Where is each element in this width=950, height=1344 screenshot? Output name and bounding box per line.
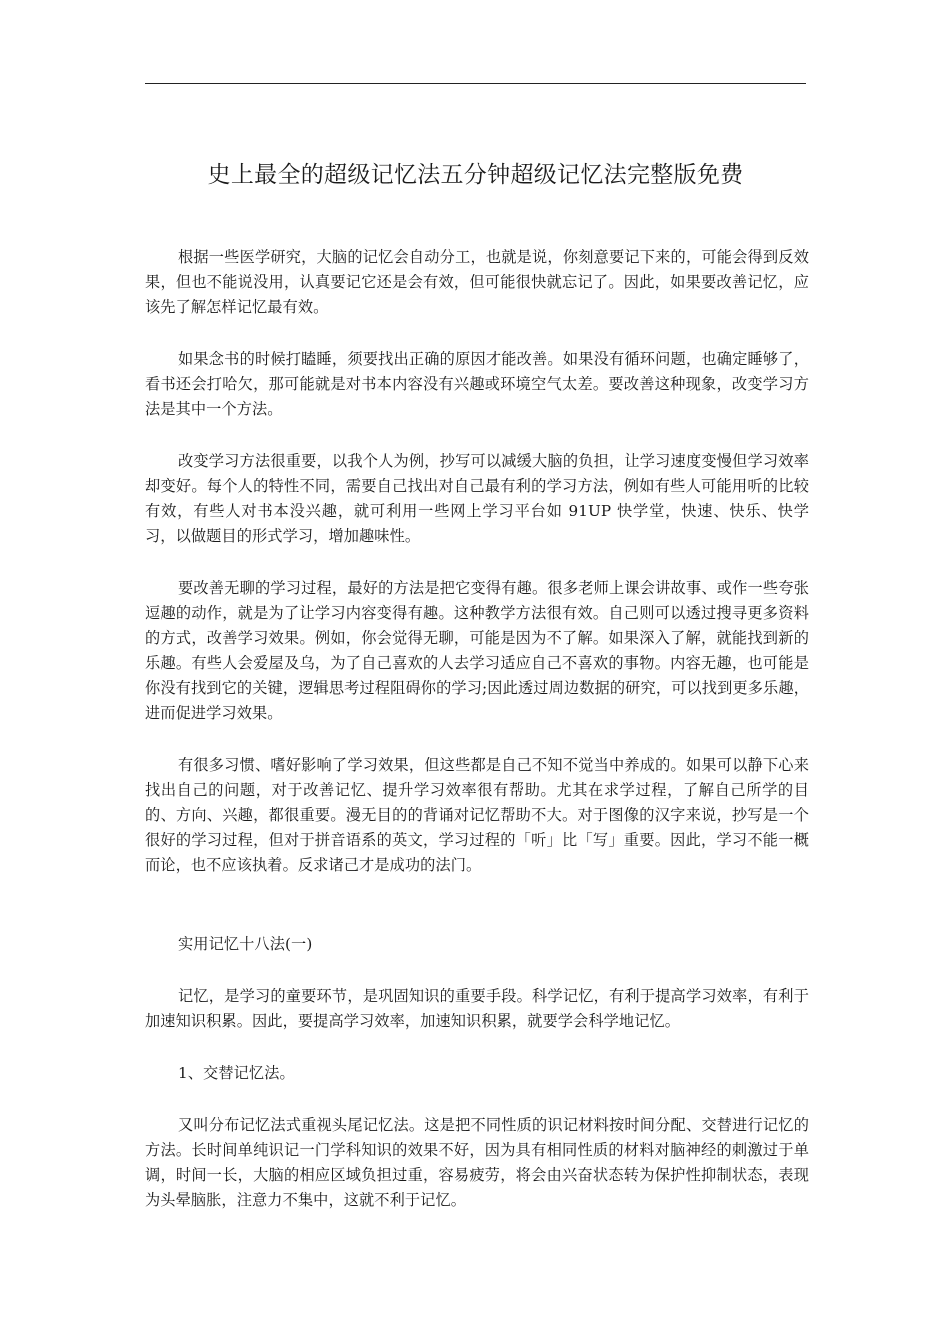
section-heading: 实用记忆十八法(一)	[178, 935, 313, 953]
paragraph-5: 有很多习惯、嗜好影响了学习效果，但这些都是自己不知不觉当中养成的。如果可以静下心来找出自己的问题，对于改善记忆、提升学习效率很有帮助。尤其在求学过程，了解自己所学的目的、方向、兴趣，都很重要。漫无目的的背诵对记忆帮助不大。对于图像的汉字来说，抄写是一个很好的学习过程，但对于拼音语系的英文，学习过程的「听」比「写」重要。因此，学习不能一概而论，也不应该执着。反求诸己才是成功的法门。	[145, 756, 809, 874]
header-rule	[145, 83, 806, 84]
method-heading: 1、交替记忆法。	[178, 1064, 295, 1082]
paragraph-1: 根据一些医学研究，大脑的记忆会自动分工，也就是说，你刻意要记下来的，可能会得到反效果，但也不能说没用，认真要记它还是会有效，但可能很快就忘记了。因此，如果要改善记忆，应该先了解怎样记忆最有效。	[145, 248, 809, 316]
paragraph-3: 改变学习方法很重要，以我个人为例，抄写可以减缓大脑的负担，让学习速度变慢但学习效率却变好。每个人的特性不同，需要自己找出对自己最有利的学习方法，例如有些人可能用听的比较有效，有些人对书本没兴趣，就可利用一些网上学习平台如 91UP 快学堂，快速、快乐、快学习，以做题目的形式学习，增加趣味性。	[145, 452, 809, 545]
section-gap	[145, 905, 809, 932]
paragraph-6: 记忆，是学习的童要环节，是巩固知识的重要手段。科学记忆，有利于提高学习效率，有利于加速知识积累。因此，要提高学习效率，加速知识积累，就要学会科学地记忆。	[145, 987, 809, 1030]
document-body	[145, 245, 809, 1240]
paragraph-2: 如果念书的时候打瞌睡，须要找出正确的原因才能改善。如果没有循环问题，也确定睡够了，看书还会打哈欠，那可能就是对书本内容没有兴趣或环境空气太差。要改善这种现象，改变学习方法是其中一个方法。	[145, 350, 809, 418]
paragraph-4: 要改善无聊的学习过程，最好的方法是把它变得有趣。很多老师上课会讲故事、或作一些夸张逗趣的动作，就是为了让学习内容变得有趣。这种教学方法很有效。自己则可以透过搜寻更多资料的方式，改善学习效果。例如，你会觉得无聊，可能是因为不了解。如果深入了解，就能找到新的乐趣。有些人会爱屋及乌，为了自己喜欢的人去学习适应自己不喜欢的事物。内容无趣，也可能是你没有找到它的关键，逻辑思考过程阻碍你的学习;因此透过周边数据的研究，可以找到更多乐趣，进而促进学习效果。	[145, 579, 809, 722]
document-title: 史上最全的超级记忆法五分钟超级记忆法完整版免费	[207, 162, 744, 188]
paragraph-7: 又叫分布记忆法式重视头尾记忆法。这是把不同性质的识记材料按时间分配、交替进行记忆的方法。长时间单纯识记一门学科知识的效果不好，因为具有相同性质的材料对脑神经的刺激过于单调，时间一长，大脑的相应区域负担过重，容易疲劳，将会由兴奋状态转为保护性抑制状态，表现为头晕脑胀，注意力不集中，这就不利于记忆。	[145, 1116, 809, 1209]
